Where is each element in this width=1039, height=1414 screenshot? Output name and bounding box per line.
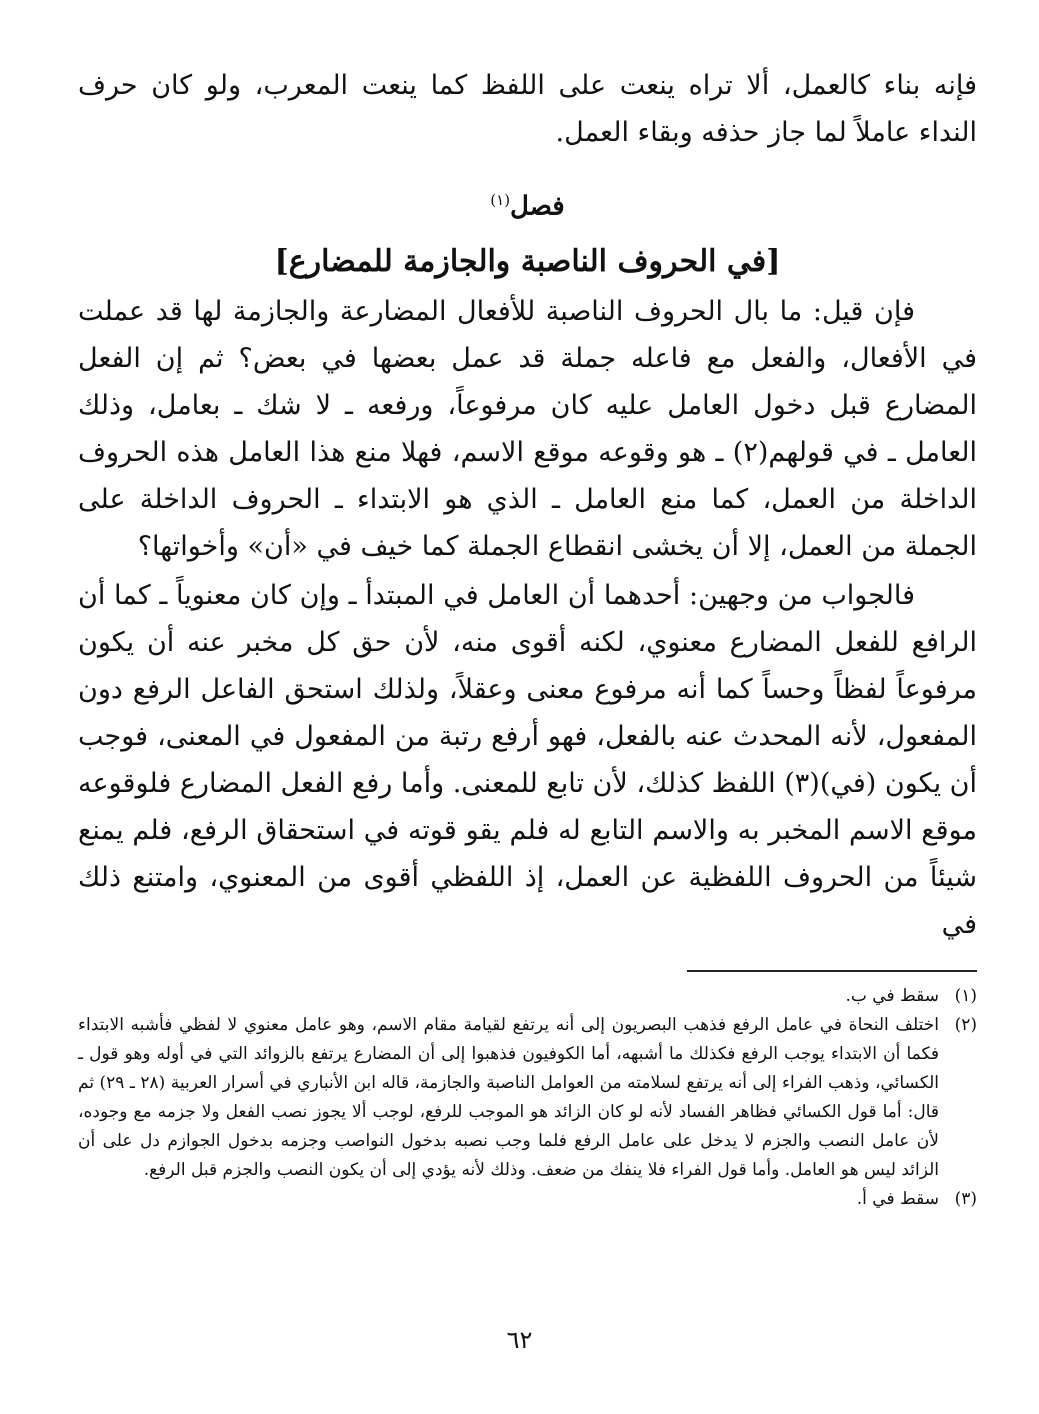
footnote-number: (١) xyxy=(954,986,977,1006)
footnote-text: سقط في أ. xyxy=(856,1189,939,1209)
footnote-divider xyxy=(687,970,977,972)
footnotes xyxy=(78,982,977,1214)
footnote-item xyxy=(78,1185,977,1214)
footnote-text: سقط في ب. xyxy=(845,986,939,1006)
section-title: [في الحروف الناصبة والجازمة للمضارع] xyxy=(274,244,781,279)
footnote-text: اختلف النحاة في عامل الرفع فذهب البصريون إلى أنه يرتفع لقيامة مقام الاسم، وهو عامل معنوي لا لفظي فأشبه الابتداء فكما أن الابتداء يوجب الرفع فكذلك ما أشبهه، أما الكوفيون فذهبوا إلى أن المضارع يرتفع بالزوائد التي في أوله وهو قول ـ الكسائي، وذهب الفراء إلى أنه يرتفع لسلامته من العوامل الناصبة والجازمة، قاله ابن الأنباري في أسرار العربية (٢٨ ـ ٢٩) ثم قال: أما قول الكسائي فظاهر الفساد لأنه لو كان الزائد هو الموجب للرفع، لوجب ألا يجوز نصب الفعل ولا جزمه مع وجوده، لأن عامل النصب والجزم لا يدخل على عامل الرفع فلما وجب نصبه بدخول النواصب وجزمه بدخول الجوازم دل على أن الزائد ليس هو العامل. وأما قول الفراء فلا ينفك من ضعف. وذلك لأنه يؤدي إلى أن يكون النصب والجزم قبل الرفع. xyxy=(78,1015,939,1180)
section-label-text: فصل xyxy=(510,191,565,222)
section-label xyxy=(78,180,977,220)
body-text xyxy=(78,62,977,948)
footnote-item xyxy=(78,1011,977,1185)
section-footnote-ref: (١) xyxy=(490,191,511,209)
footnote-number: (٣) xyxy=(954,1189,977,1209)
footnote-item xyxy=(78,982,977,1011)
page-number: ٦٢ xyxy=(506,1326,533,1354)
intro-paragraph: فإنه بناء كالعمل، ألا تراه ينعت على اللفظ كما ينعت المعرب، ولو كان حرف النداء عاملاً لما جاز حذفه وبقاء العمل. xyxy=(78,70,977,148)
question-paragraph: فإن قيل: ما بال الحروف الناصبة للأفعال المضارعة والجازمة لها قد عملت في الأفعال، والفعل مع فاعله جملة قد عمل بعضها في بعض؟ ثم إن الفعل المضارع قبل دخول العامل عليه كان مرفوعاً، ورفعه ـ لا شك ـ بعامل، وذلك العامل ـ في قولهم(٢) ـ هو وقوعه موقع الاسم، فهلا منع هذا العامل هذه الحروف الداخلة من العمل، كما منع العامل ـ الذي هو الابتداء ـ الحروف الداخلة على الجملة من العمل، إلا أن يخشى انقطاع الجملة كما خيف في «أن» وأخواتها؟ xyxy=(78,296,977,562)
answer-paragraph: فالجواب من وجهين: أحدهما أن العامل في المبتدأ ـ وإن كان معنوياً ـ كما أن الرافع للفعل المضارع معنوي، لكنه أقوى منه، لأن حق كل مخبر عنه أن يكون مرفوعاً لفظاً وحساً كما أنه مرفوع معنى وعقلاً، ولذلك استحق الفاعل الرفع دون المفعول، لأنه المحدث عنه بالفعل، فهو أرفع رتبة من المفعول في المعنى، فوجب أن يكون (في)(٣) اللفظ كذلك، لأن تابع للمعنى. وأما رفع الفعل المضارع فلوقوعه موقع الاسم المخبر به والاسم التابع له فلم يقو قوته في استحقاق الرفع، فلم يمنع شيئاً من الحروف اللفظية عن العمل، إذ اللفظي أقوى من المعنوي، وامتنع ذلك في xyxy=(78,580,978,940)
footnote-number: (٢) xyxy=(954,1015,977,1035)
